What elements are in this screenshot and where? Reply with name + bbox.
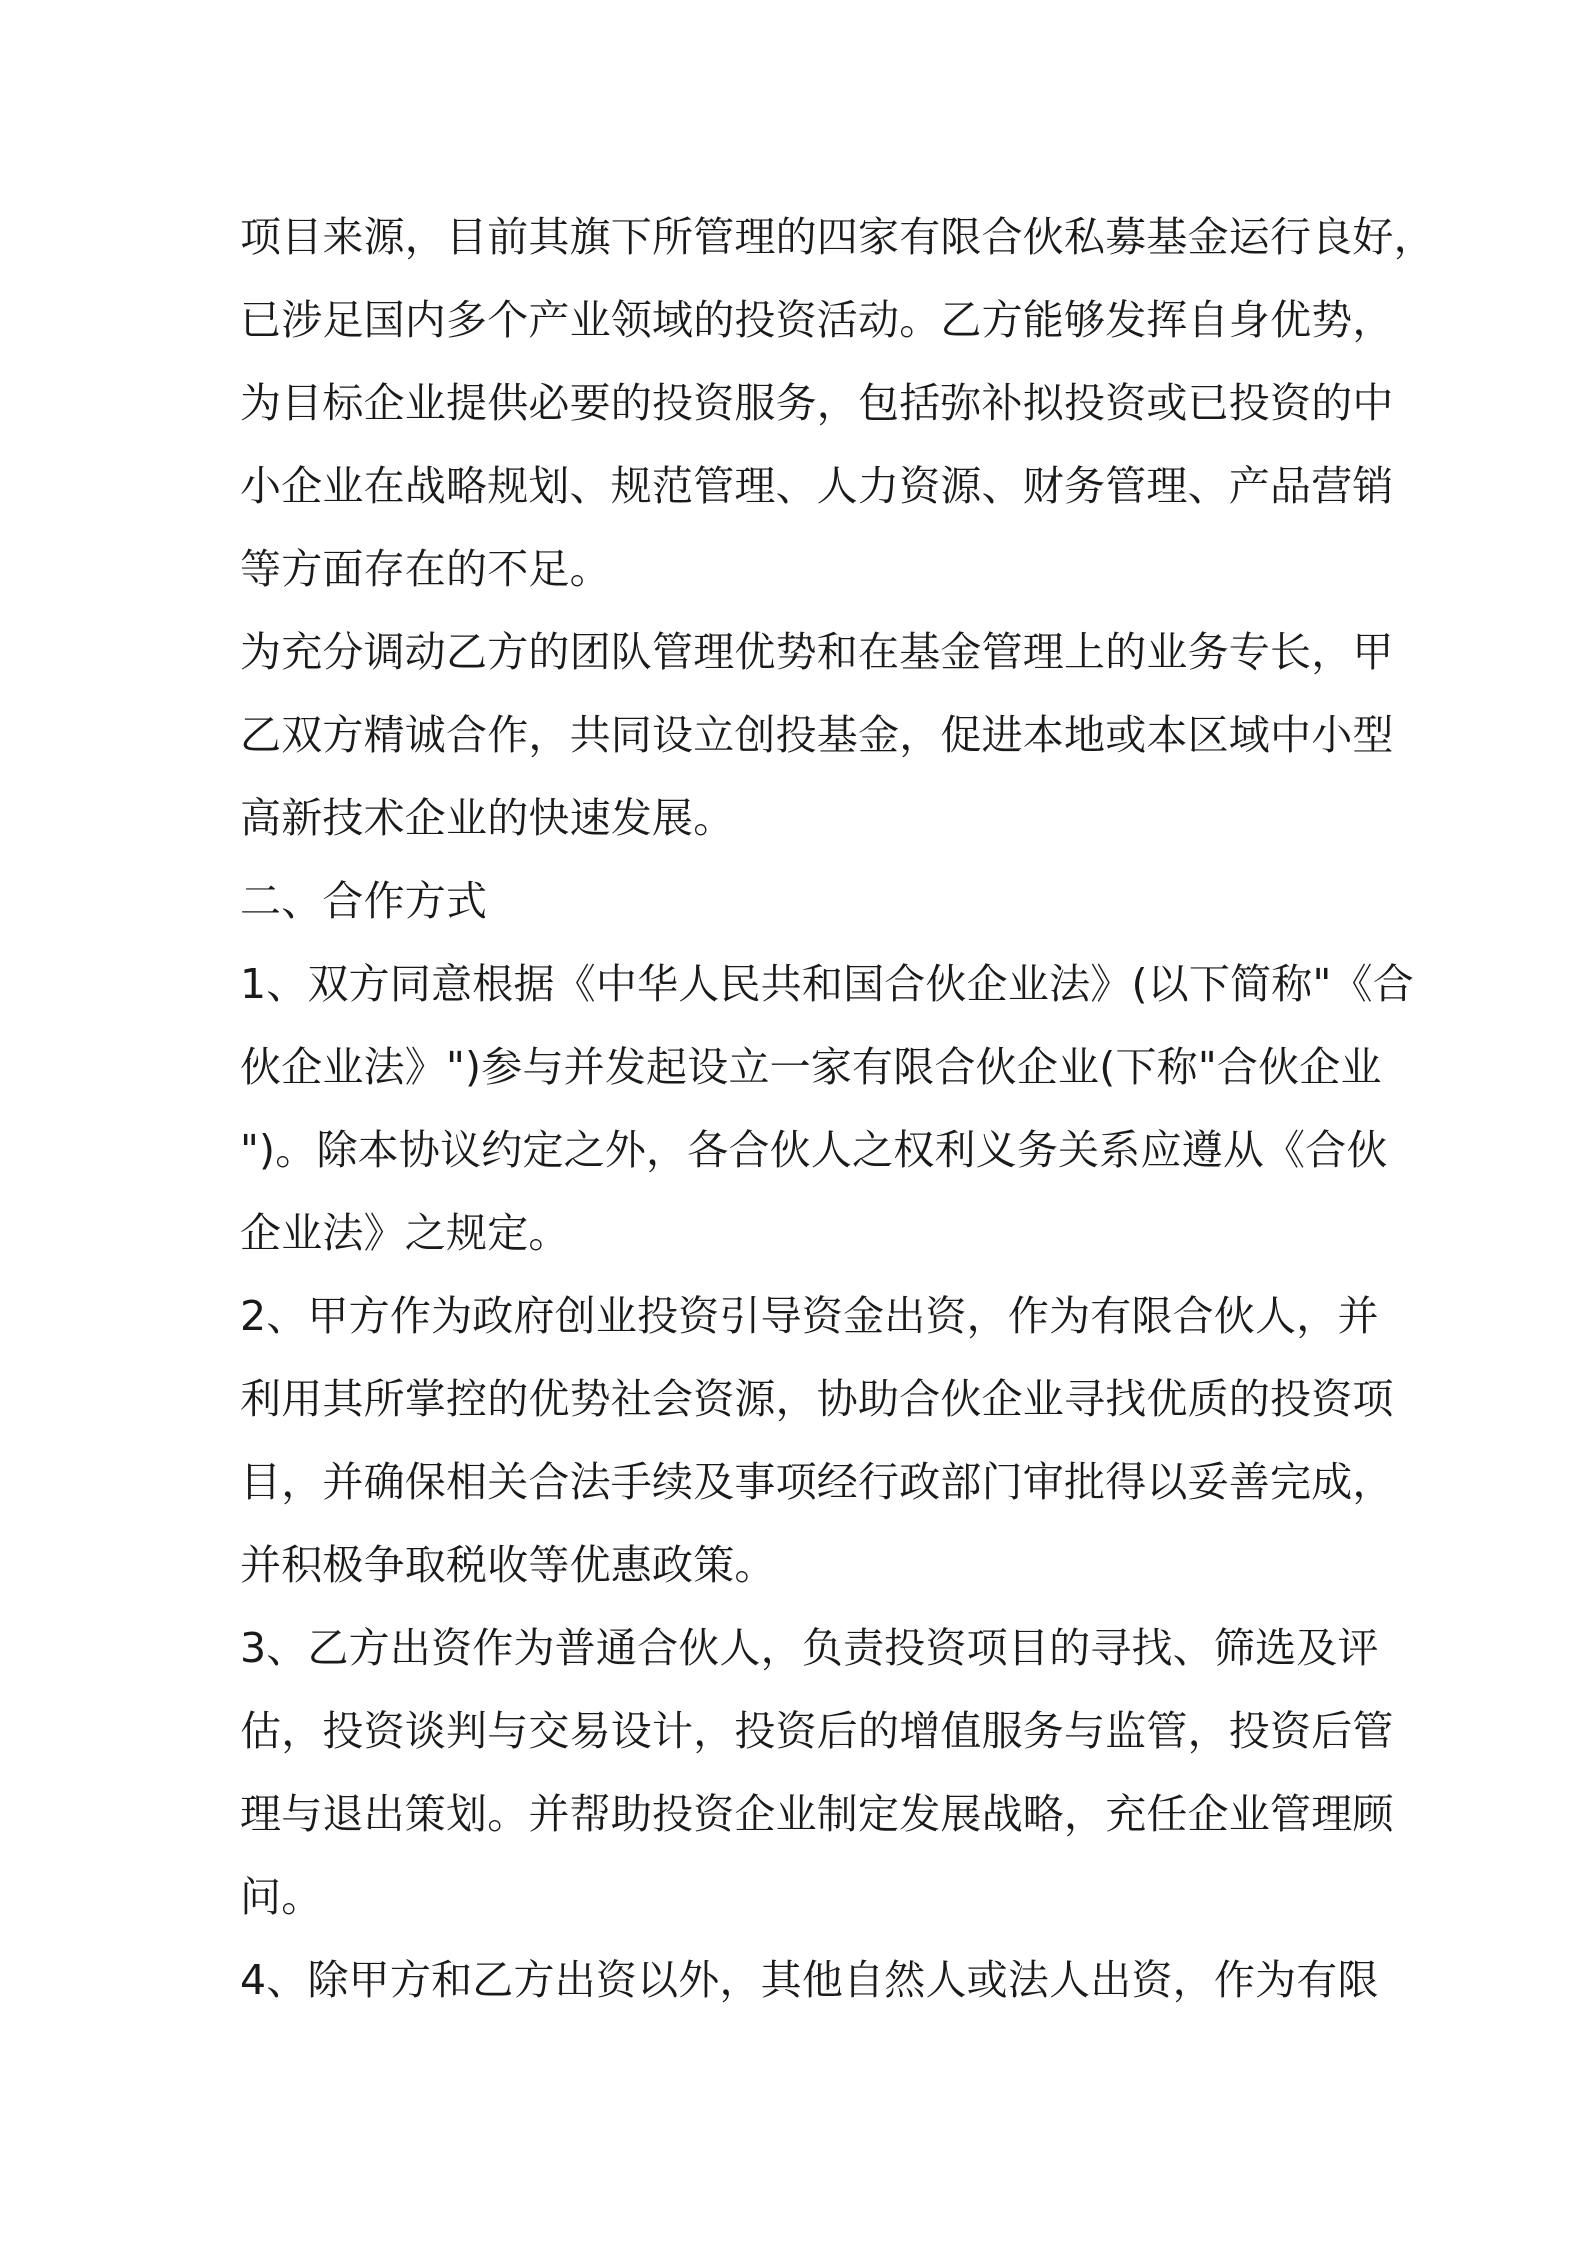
text-line: 1、双方同意根据《中华人民共和国合伙企业法》(以下简称"《合 [240, 960, 1414, 1008]
clause-3 [240, 1607, 1394, 1939]
document-body [240, 196, 1435, 2022]
paragraph-cooperation-purpose [240, 611, 1394, 860]
text-line: 已涉足国内多个产业领域的投资活动。乙方能够发挥自身优势， [240, 296, 1394, 344]
text-line: 4、除甲方和乙方出资以外，其他自然人或法人出资，作为有限 [240, 1956, 1379, 2004]
text-line: 2、甲方作为政府创业投资引导资金出资，作为有限合伙人，并 [240, 1292, 1379, 1340]
text-line: 估，投资谈判与交易设计，投资后的增值服务与监管，投资后管 [240, 1707, 1394, 1755]
clause-4 [240, 1939, 1379, 2022]
text-line: 高新技术企业的快速发展。 [240, 794, 735, 842]
text-line: 等方面存在的不足。 [240, 545, 611, 593]
heading-line: 二、合作方式 [240, 877, 488, 925]
paragraph-project-source [240, 196, 1435, 611]
section-heading-cooperation-method [240, 860, 1370, 943]
text-line: 为充分调动乙方的团队管理优势和在基金管理上的业务专长，甲 [240, 628, 1394, 676]
text-line: 伙企业法》")参与并发起设立一家有限合伙企业(下称"合伙企业 [240, 1043, 1382, 1091]
text-line: 乙双方精诚合作，共同设立创投基金，促进本地或本区域中小型 [240, 711, 1394, 759]
text-line: ")。除本协议约定之外，各合伙人之权利义务关系应遵从《合伙 [240, 1126, 1388, 1174]
text-line: 企业法》之规定。 [240, 1209, 570, 1257]
clause-2 [240, 1275, 1394, 1607]
text-line: 并积极争取税收等优惠政策。 [240, 1541, 776, 1589]
clause-1 [240, 943, 1414, 1275]
text-line: 小企业在战略规划、规范管理、人力资源、财务管理、产品营销 [240, 462, 1394, 510]
text-line: 理与退出策划。并帮助投资企业制定发展战略，充任企业管理顾 [240, 1790, 1394, 1838]
text-line: 目，并确保相关合法手续及事项经行政部门审批得以妥善完成， [240, 1458, 1394, 1506]
text-line: 项目来源，目前其旗下所管理的四家有限合伙私募基金运行良好， [240, 213, 1435, 261]
text-line: 为目标企业提供必要的投资服务，包括弥补拟投资或已投资的中 [240, 379, 1394, 427]
text-line: 问。 [240, 1873, 323, 1921]
text-line: 3、乙方出资作为普通合伙人，负责投资项目的寻找、筛选及评 [240, 1624, 1379, 1672]
text-line: 利用其所掌控的优势社会资源，协助合伙企业寻找优质的投资项 [240, 1375, 1394, 1423]
